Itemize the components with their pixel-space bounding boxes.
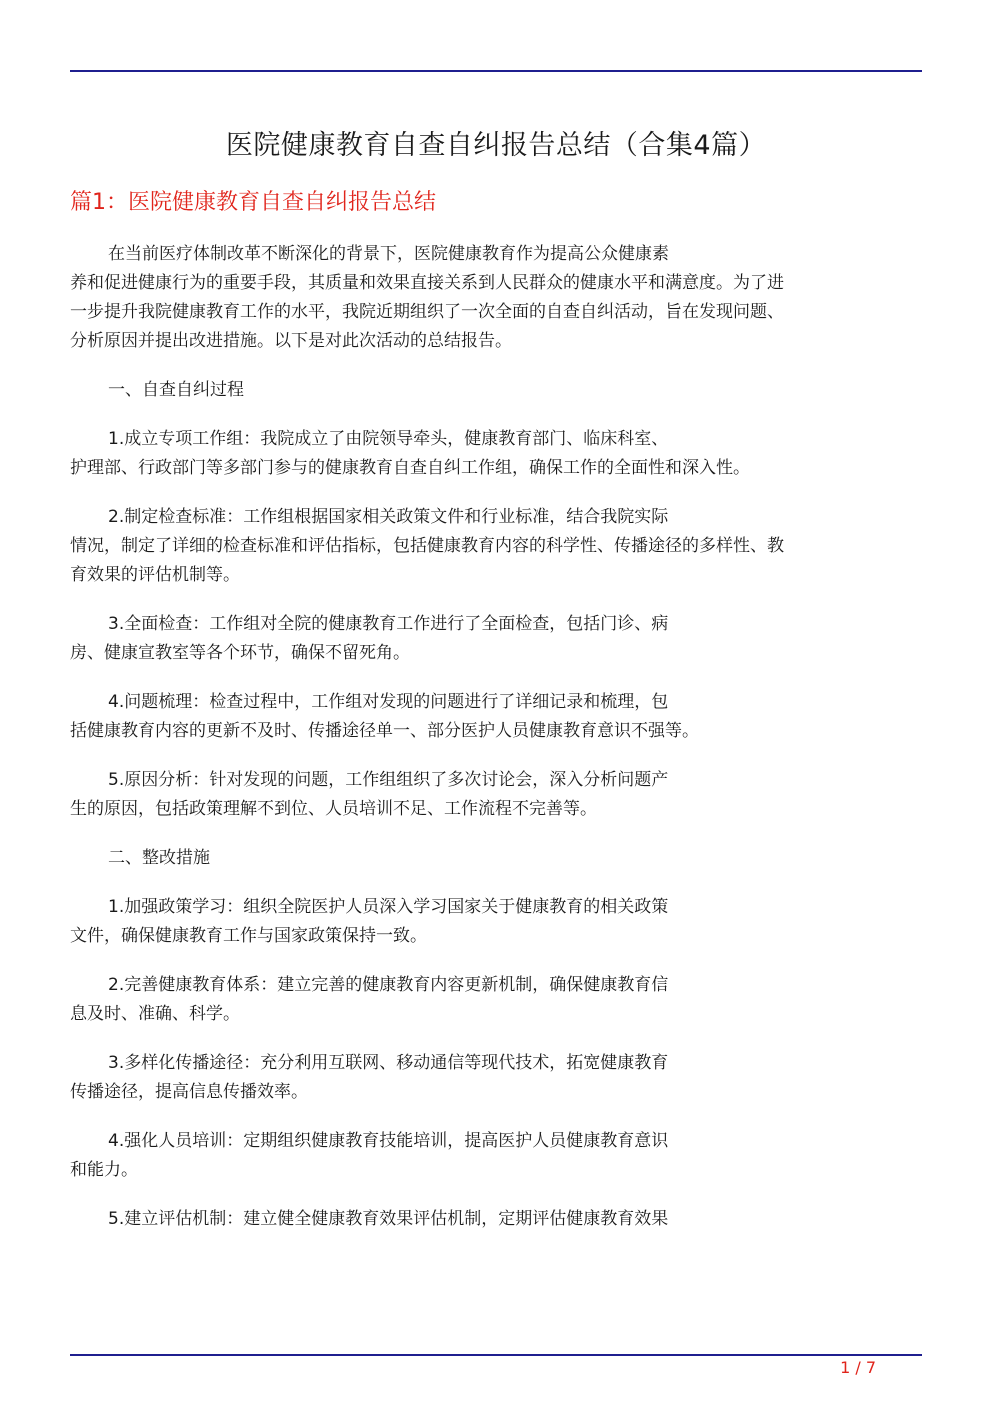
paragraph-line: 分析原因并提出改进措施。以下是对此次活动的总结报告。 [70,331,512,351]
paragraph-line: 1.成立专项工作组：我院成立了由院领导牵头，健康教育部门、临床科室、 [108,429,669,449]
paragraph-line: 育效果的评估机制等。 [70,565,240,585]
paragraph-line: 5.建立评估机制：建立健全健康教育效果评估机制，定期评估健康教育效果 [108,1209,669,1229]
paragraph-line: 1.加强政策学习：组织全院医护人员深入学习国家关于健康教育的相关政策 [108,897,669,917]
paragraph-line: 3.全面检查：工作组对全院的健康教育工作进行了全面检查，包括门诊、病 [108,614,669,634]
paragraph [70,766,912,824]
paragraph-line: 2.完善健康教育体系：建立完善的健康教育内容更新机制，确保健康教育信 [108,975,669,995]
paragraph-line: 4.问题梳理：检查过程中，工作组对发现的问题进行了详细记录和梳理，包 [108,692,669,712]
document-body [70,240,912,1254]
paragraph-line: 2.制定检查标准：工作组根据国家相关政策文件和行业标准，结合我院实际 [108,507,669,527]
document-title: 医院健康教育自查自纠报告总结（合集4篇） [225,130,767,161]
footer-rule [70,1354,922,1356]
paragraph-line: 房、健康宣教室等各个环节，确保不留死角。 [70,643,410,663]
paragraph [70,425,912,483]
paragraph-line: 一、自查自纠过程 [108,380,244,400]
paragraph-line: 二、整改措施 [108,848,210,868]
paragraph-line: 4.强化人员培训：定期组织健康教育技能培训，提高医护人员健康教育意识 [108,1131,669,1151]
paragraph-line: 护理部、行政部门等多部门参与的健康教育自查自纠工作组，确保工作的全面性和深入性。 [70,458,750,478]
paragraph-line: 3.多样化传播途径：充分利用互联网、移动通信等现代技术，拓宽健康教育 [108,1053,669,1073]
paragraph [70,971,912,1029]
paragraph-line: 养和促进健康行为的重要手段，其质量和效果直接关系到人民群众的健康水平和满意度。为了进 [70,273,784,293]
paragraph-line: 生的原因，包括政策理解不到位、人员培训不足、工作流程不完善等。 [70,799,597,819]
paragraph-line: 一步提升我院健康教育工作的水平，我院近期组织了一次全面的自查自纠活动，旨在发现问题、 [70,302,784,322]
paragraph [70,1127,912,1185]
paragraph-line: 和能力。 [70,1160,138,1180]
header-rule [70,70,922,72]
paragraph [70,844,912,873]
paragraph-line: 文件，确保健康教育工作与国家政策保持一致。 [70,926,427,946]
paragraph-line: 息及时、准确、科学。 [70,1004,240,1024]
paragraph-line: 情况，制定了详细的检查标准和评估指标，包括健康教育内容的科学性、传播途径的多样性、教 [70,536,784,556]
paragraph-line: 在当前医疗体制改革不断深化的背景下，医院健康教育作为提高公众健康素 [108,244,669,264]
section-title: 篇1：医院健康教育自查自纠报告总结 [70,190,436,215]
paragraph-line: 5.原因分析：针对发现的问题，工作组组织了多次讨论会，深入分析问题产 [108,770,669,790]
paragraph-line: 括健康教育内容的更新不及时、传播途径单一、部分医护人员健康教育意识不强等。 [70,721,699,741]
paragraph [70,893,912,951]
paragraph [70,1205,912,1234]
paragraph [70,1049,912,1107]
paragraph [70,503,912,590]
paragraph [70,688,912,746]
page-number: 1 / 7 [840,1358,876,1377]
paragraph-line: 传播途径，提高信息传播效率。 [70,1082,308,1102]
paragraph [70,376,912,405]
paragraph [70,610,912,668]
paragraph [70,240,912,356]
